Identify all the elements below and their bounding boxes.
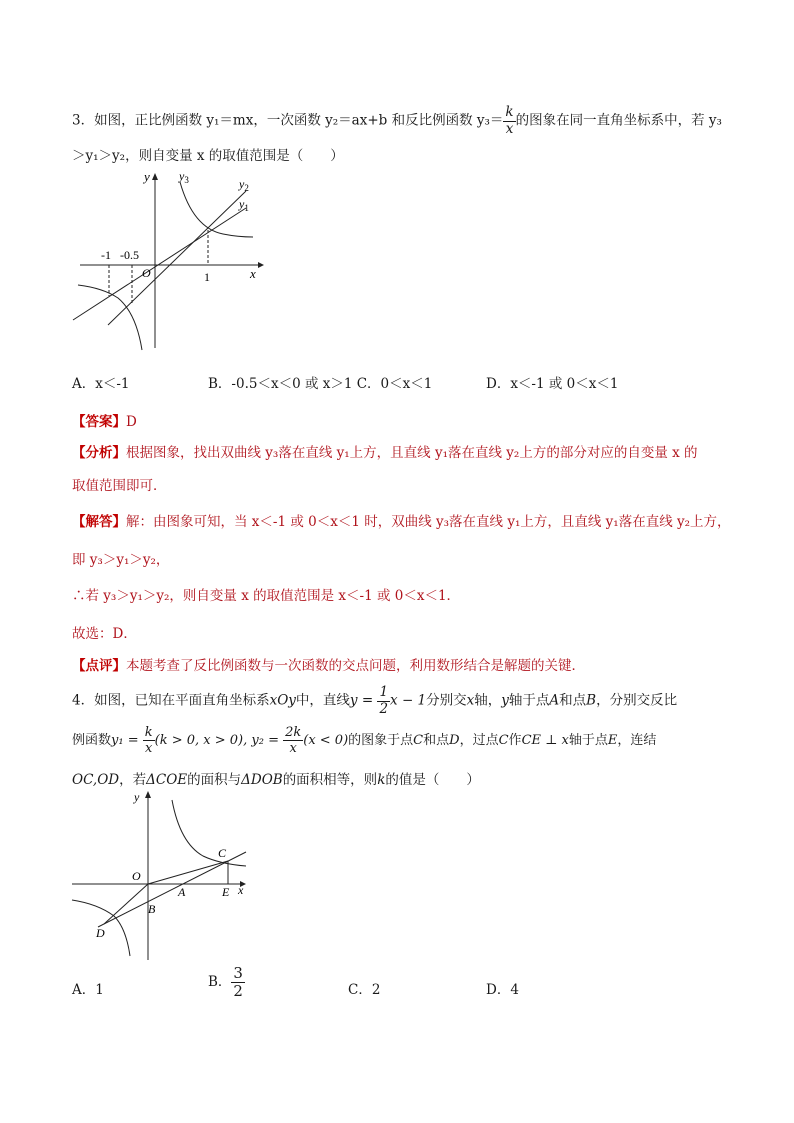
q3-analysis-line1: [72, 441, 698, 461]
q3-tick-neg1: -1: [101, 248, 111, 262]
q3-x-arrow: [258, 262, 264, 268]
q3-analysis-line2: 取值范围即可．: [72, 478, 167, 494]
q4-option-b[interactable]: B． $\frac{3}{2}$: [208, 964, 243, 1000]
q4-y1-fraction: $\frac{k}{x}$: [144, 725, 153, 756]
q4-stem-line2: 例函数y₁ = $\frac{k}{x}$ (k > 0, x > 0), y₂ = $\frac{2k}{x}$ (x < 0)的图象于点C和点D，过点C作CE ⊥ x轴于点E，连结: [72, 725, 657, 756]
q3-label-y-axis: y: [144, 169, 150, 184]
q3-label-origin: O: [142, 266, 151, 280]
q3-stem-fraction: $\frac{k}{x}$: [505, 104, 514, 137]
q4-label-D: D: [96, 926, 105, 940]
q4-option-d[interactable]: D．4: [486, 982, 519, 998]
q4-stem-line1: 4．如图，已知在平面直角坐标系xOy中，直线y = $\frac{1}{2}$ x − 1分别交x轴，y轴于点A和点B，分别交反比: [72, 684, 678, 717]
q4-option-b-fraction: $\frac{3}{2}$: [233, 964, 243, 1000]
q4-graph: [68, 788, 258, 963]
comment-tag: 【点评】: [72, 658, 126, 674]
q3-y-arrow: [152, 173, 158, 180]
q3-stem-line1: [72, 106, 722, 136]
q4-slope-fraction: $\frac{1}{2}$: [379, 684, 389, 717]
q3-stem-text-b: 的图象在同一直角坐标系中，若 y₃: [515, 112, 722, 129]
q3-option-b[interactable]: B．-0.5＜x＜0 或 x＞1 C．0＜x＜1: [208, 376, 433, 392]
q3-option-d[interactable]: D．x＜-1 或 0＜x＜1: [486, 376, 619, 392]
solution-text-1: 解：由图象可知，当 x＜-1 或 0＜x＜1 时，双曲线 y₃落在直线 y₁上方，且直线 y₁落在直线 y₂上方，: [126, 514, 731, 530]
q3-answer: [72, 410, 137, 430]
q3-hyperbola-left: [78, 285, 142, 350]
q3-label-y2: $y_2$: [239, 177, 249, 193]
q4-label-C: C: [218, 846, 227, 860]
q4-label-E: E: [222, 885, 230, 899]
q4-option-a[interactable]: A．1: [72, 982, 104, 998]
q4-y2-fraction: $\frac{2k}{x}$: [285, 725, 302, 756]
q4-option-c[interactable]: C．2: [348, 982, 381, 998]
q3-label-y1: $y_1$: [239, 197, 249, 213]
q3-solution-line3: ∴若 y₃＞y₁＞y₂，则自变量 x 的取值范围是 x＜-1 或 0＜x＜1．: [72, 588, 461, 604]
analysis-tag: 【分析】: [72, 445, 126, 461]
q3-comment: [72, 654, 585, 674]
q4-label-y-axis: y: [134, 790, 140, 804]
q4-hyperbola-right: [172, 800, 246, 866]
q3-solution-line2: 即 y₃＞y₁＞y₂，: [72, 552, 170, 568]
comment-text: 本题考查了反比例函数与一次函数的交点问题，利用数形结合是解题的关键．: [126, 658, 585, 674]
q3-solution-line4: 故选：D．: [72, 626, 137, 642]
q4-label-B: B: [148, 902, 156, 916]
q4-segment-OC: [148, 861, 228, 884]
q3-label-y3: $y_3$: [179, 169, 189, 185]
answer-tag: 【答案】: [72, 414, 126, 430]
q3-stem-line2: ＞y₁＞y₂，则自变量 x 的取值范围是（ ）: [72, 148, 344, 164]
q4-label-A: A: [178, 885, 186, 899]
q3-label-x-axis: x: [250, 266, 256, 281]
q3-option-a[interactable]: A．x＜-1: [72, 376, 130, 392]
q3-stem-text-a: 3．如图，正比例函数 y₁＝mx，一次函数 y₂＝ax+b 和反比例函数 y₃＝: [72, 112, 504, 129]
q4-label-O: O: [132, 869, 141, 883]
q3-graph: [68, 168, 268, 353]
q4-segment-OD: [104, 884, 148, 924]
q3-tick-1: 1: [204, 270, 210, 284]
q4-y-arrow: [145, 791, 151, 798]
q3-line-y1: [73, 208, 246, 320]
q3-solution-line1: [72, 510, 731, 530]
q4-stem-line3: OC,OD，若ΔCOE的面积与ΔDOB的面积相等，则k的值是（ ）: [72, 772, 480, 788]
q4-label-x-axis: x: [238, 883, 244, 897]
q3-tick-neg05: -0.5: [120, 248, 139, 262]
analysis-text-1: 根据图象，找出双曲线 y₃落在直线 y₁上方，且直线 y₁落在直线 y₂上方的部分对应的自变量 x 的: [126, 445, 698, 461]
solution-tag: 【解答】: [72, 514, 126, 530]
answer-value: D: [126, 414, 137, 430]
